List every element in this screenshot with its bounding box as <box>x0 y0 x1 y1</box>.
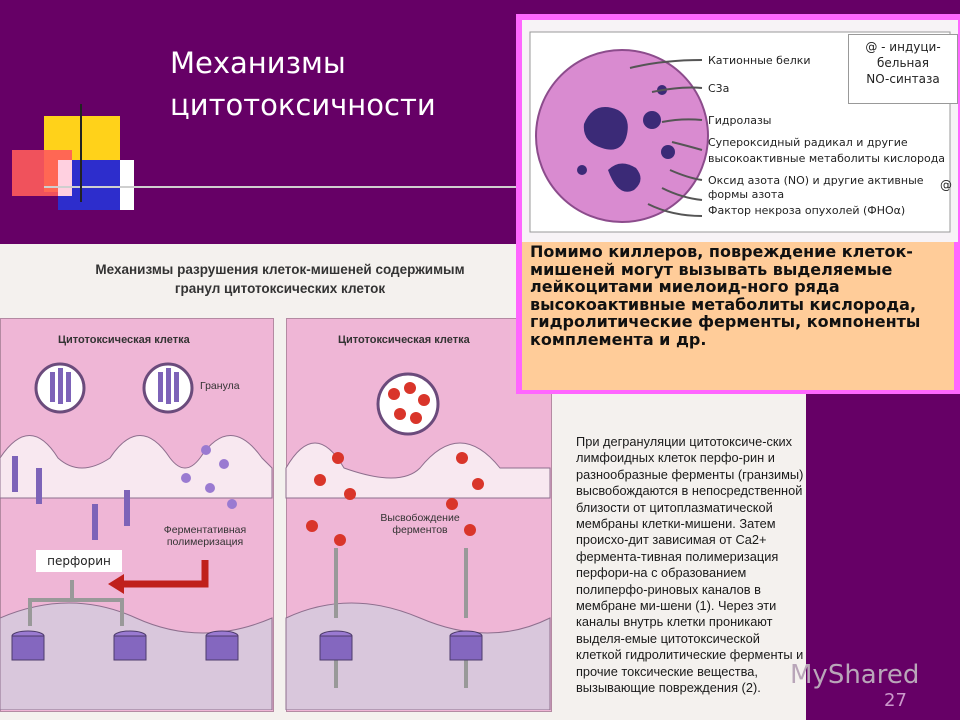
polymerization-arrowhead <box>108 574 124 594</box>
inset-label-2: С3а <box>708 82 730 95</box>
polymer-dot <box>227 499 237 509</box>
enzyme-dot <box>418 394 430 406</box>
perforin-rod <box>166 368 171 404</box>
figure-title <box>0 260 560 298</box>
perforin-rod <box>158 372 163 402</box>
right-panel-label: Цитотоксическая клетка <box>338 334 470 346</box>
figure-drawing <box>0 318 560 710</box>
logo-white-square <box>58 160 72 196</box>
perforin-label: перфорин <box>36 550 122 572</box>
nos-legend <box>848 34 958 104</box>
nos-legend-line2: бельная <box>877 56 929 70</box>
slide-title <box>170 42 510 126</box>
perforin-rod <box>36 468 42 504</box>
channel-body <box>114 636 146 660</box>
inset-label-4: Супероксидный радикал и другие <box>708 136 908 149</box>
granule-label: Гранула <box>200 380 240 392</box>
channel-body <box>320 636 352 660</box>
enzyme-dot <box>306 520 318 532</box>
polymer-dot <box>181 473 191 483</box>
right-cell-membrane <box>286 443 550 498</box>
perforin-rod <box>124 490 130 526</box>
granule-dot <box>661 145 675 159</box>
polymerization-arrow <box>122 560 205 584</box>
perforin-rod <box>50 372 55 402</box>
logo-vertical-line <box>80 104 82 202</box>
inset-note-text: Помимо киллеров, повреждение клеток-мишеней могут вызывать выделяемые лейкоцитами миелоид-ного ряда высокоактивные метаболиты кислорода, гидролитические ферменты, компоненты комплемента и др. <box>530 242 921 349</box>
enzyme-dot <box>472 478 484 490</box>
inset-label-8: Фактор некроза опухолей (ФНОα) <box>708 204 906 217</box>
logo-gray-square <box>120 160 134 210</box>
inset-label-6: Оксид азота (NO) и другие активные <box>708 174 924 187</box>
perforin-rod <box>12 456 18 492</box>
enzyme-dot <box>388 388 400 400</box>
enzyme-dot <box>344 488 356 500</box>
channel-body <box>12 636 44 660</box>
enzyme-dot <box>314 474 326 486</box>
perforin-rod <box>66 372 71 402</box>
enzyme-dot <box>410 412 422 424</box>
perforin-rod <box>174 372 179 402</box>
perforin-rod <box>92 504 98 540</box>
polymer-dot <box>205 483 215 493</box>
inset-label-7: формы азота <box>708 188 785 201</box>
nos-marker: @ <box>940 178 952 192</box>
perforin-rod <box>58 368 63 404</box>
enzyme-dot <box>332 452 344 464</box>
figure-title-line1: Механизмы разрушения клеток-мишеней содержимым <box>95 262 465 277</box>
watermark: MyShared <box>790 660 920 690</box>
enzyme-dot <box>464 524 476 536</box>
enzyme-dot <box>394 408 406 420</box>
inset-label-3: Гидролазы <box>708 114 772 127</box>
figure-description: При дегрануляции цитотоксиче-ских лимфоидных клеток перфо-рин и разнообразные ферменты (гранзимы) высвобождаются в непосредственной близости от цитоплазматической мембраны клетки-мишени. Затем происхо-дит зависимая от Ca2+ фермента-тивная полимеризация перфори-на с образованием полиперфо-риновых каналов в мембране ми-шени (1). Через эти каналы внутрь клетки проникают выделя-емые цитотоксической клеткой гидролитические ферменты и прочие токсические вещества, вызывающие повреждения (2). <box>576 434 804 696</box>
page-number: 27 <box>884 690 907 711</box>
figure-title-line2: гранул цитотоксических клеток <box>174 281 386 296</box>
slide-title-line1: Механизмы <box>170 46 346 80</box>
enzyme-dot <box>446 498 458 510</box>
polymer-dot <box>219 459 229 469</box>
nos-legend-line3: NO-синтаза <box>866 72 940 86</box>
polymerization-label-line1: Ферментативная <box>163 524 247 536</box>
granule-dot <box>643 111 661 129</box>
left-panel-label: Цитотоксическая клетка <box>58 334 190 346</box>
channel-body <box>206 636 238 660</box>
polymerization-label-line2: полимеризация <box>166 536 244 548</box>
channel-body <box>450 636 482 660</box>
enzyme-dot <box>456 452 468 464</box>
enzyme-release-label-line1: Высвобождение <box>380 512 460 524</box>
polymer-dot <box>201 445 211 455</box>
enzyme-dot <box>404 382 416 394</box>
inset-label-5: высокоактивные метаболиты кислорода <box>708 152 946 165</box>
slide-title-line2: цитотоксичности <box>170 88 436 122</box>
enzyme-release-label-line2: ферментов <box>392 524 448 536</box>
granule-dot <box>577 165 587 175</box>
inset-label-1: Катионные белки <box>708 54 811 67</box>
nos-legend-line1: @ - индуци- <box>865 40 941 54</box>
enzyme-dot <box>334 534 346 546</box>
title-underline <box>44 186 520 188</box>
